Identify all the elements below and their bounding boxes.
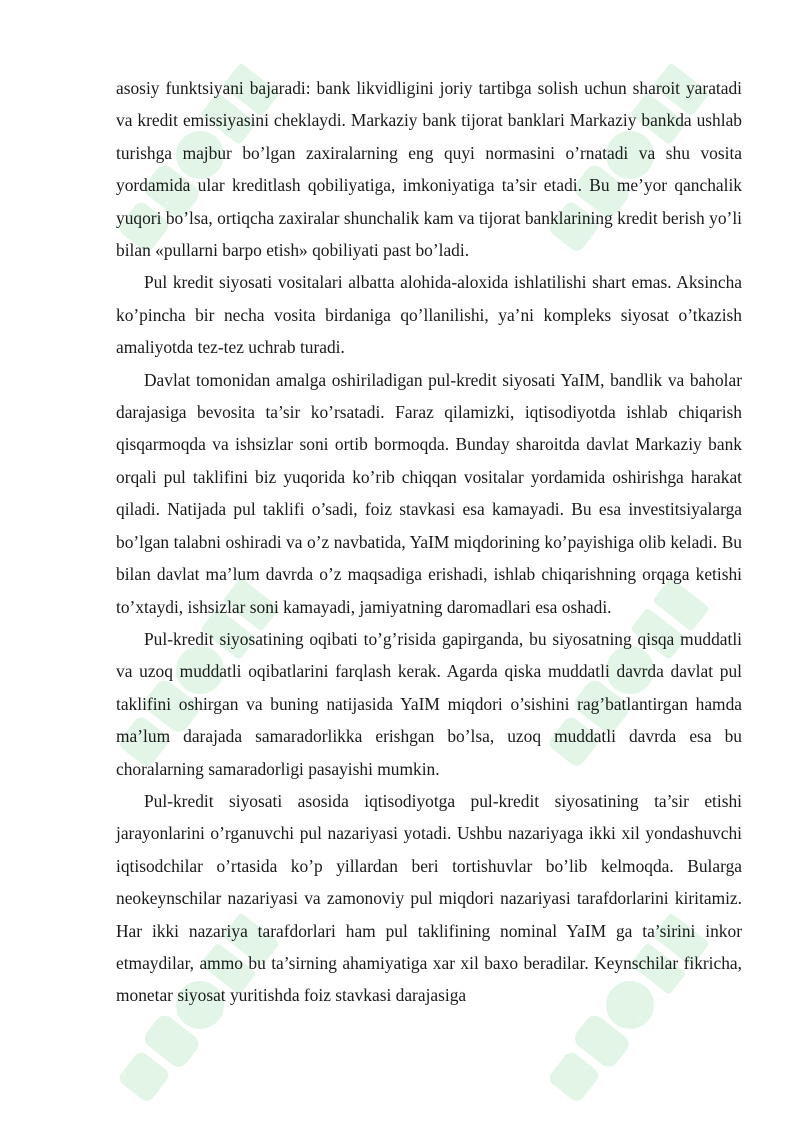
paragraph: Pul-kredit siyosati asosida iqtisodiyotga pul-kredit siyosatining ta’sir etishi jarayonlarini o’rganuvchi pul nazariyasi yotadi. Ushbu nazariyaga ikki xil yondashuvchi iqtisodchilar o’rtasida ko’p yillardan beri tortishuvlar bo’lib kelmoqda. Bularga neokeynschilar nazariyasi va zamonoviy pul miqdori nazariyasi tarafdorlarini kiritamiz. Har ikki nazariya tarafdorlari ham pul taklifining nominal YaIM ga ta’sirini inkor etmaydilar, ammo bu ta’sirning ahamiyatiga xar xil baxo beradilar. Keynschilar fikricha, monetar siyosat yuritishda foiz stavkasi darajasiga <box>116 790 742 1006</box>
paragraph: Davlat tomonidan amalga oshiriladigan pul-kredit siyosati YaIM, bandlik va baholar darajasiga bevosita ta’sir ko’rsatadi. Faraz qilamizki, iqtisodiyotda ishlab chiqarish qisqarmoqda va ishsizlar soni ortib bormoqda. Bunday sharoitda davlat Markaziy bank orqali pul taklifini biz yuqorida ko’rib chiqqan vositalar yordamida oshirishga harakat qiladi. Natijada pul taklifi o’sadi, foiz stavkasi esa kamayadi. Bu esa investitsiyalarga bo’lgan talabni oshiradi va o’z navbatida, YaIM miqdorining ko’payishiga olib keladi. Bu bilan davlat ma’lum davrda o’z maqsadiga erishadi, ishlab chiqarishning orqaga ketishi to’xtaydi, ishsizlar soni kamayadi, jamiyatning daromadlari esa oshadi. <box>116 369 742 617</box>
paragraph: Pul kredit siyosati vositalari albatta alohida-aloxida ishlatilishi shart emas. Aksincha ko’pincha bir necha vosita birdaniga qo’llanilishi, ya’ni kompleks siyosat o’tkazish amaliyotda tez-tez uchrab turadi. <box>116 272 742 358</box>
document-body <box>116 72 742 1012</box>
paragraph: asosiy funktsiyani bajaradi: bank likvidligini joriy tartibga solish uchun sharoit yaratadi va kredit emissiyasini cheklaydi. Markaziy bank tijorat banklari Markaziy bankda ushlab turishga majbur bo’lgan zaxiralarning eng quyi normasini o’rnatadi va shu vosita yordamida ular kreditlash qobiliyatiga, imkoniyatiga ta’sir etadi. Bu me’yor qanchalik yuqori bo’lsa, ortiqcha zaxiralar shunchalik kam va tijorat banklarining kredit berish yo’li bilan «pullarni barpo etish» qobiliyati past bo’ladi. <box>116 78 742 261</box>
paragraph: Pul-kredit siyosatining oqibati to’g’risida gapirganda, bu siyosatning qisqa muddatli va uzoq muddatli oqibatlarini farqlash kerak. Agarda qiska muddatli davrda davlat pul taklifini oshirgan va buning natijasida YaIM miqdori o’sishini rag’batlantirgan hamda ma’lum darajada samaradorlikka erishgan bo’lsa, uzoq muddatli davrda esa bu choralarning samaradorligi pasayishi mumkin. <box>116 628 742 779</box>
